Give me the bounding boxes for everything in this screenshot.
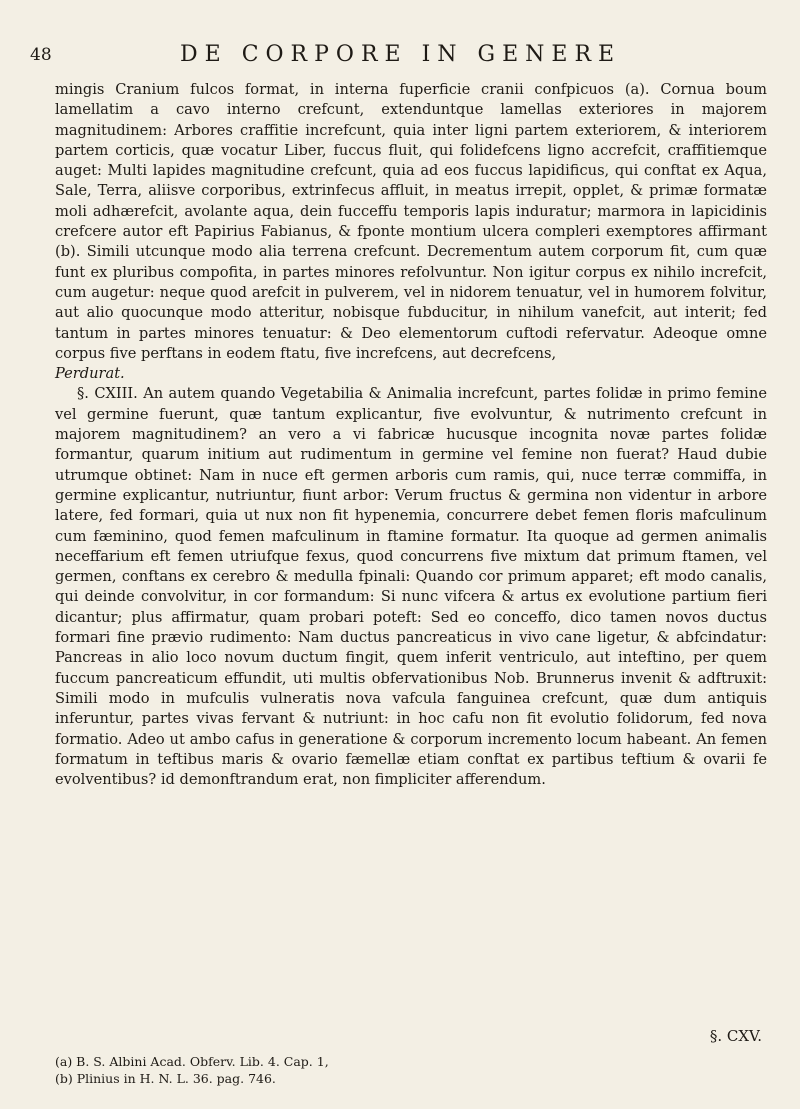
footnotes — [55, 1053, 329, 1087]
body-text — [55, 80, 767, 790]
page-number: 48 — [30, 45, 52, 65]
footnote-a: (a) B. S. Albini Acad. Obferv. Lib. 4. Cap. 1, — [55, 1054, 329, 1069]
next-section-marker: §. CXV. — [709, 1027, 762, 1045]
running-title: DE CORPORE IN GENERE — [180, 42, 622, 67]
page-header — [30, 42, 770, 75]
paragraph-continued: mingis Cranium fulcos format, in interna fuperficie cranii confpicuos (a). Cornua boum lamellatim a cavo interno crefcunt, extenduntque lamellas exteriores in majorem magnitudinem: Arbores craffitie increfcunt, quia inter ligni partem exteriorem, & interiorem partem corticis, quæ vocatur Liber, fuccus fluit, qui folidefcens ligno accrefcit, craffitiemque auget: Multi lapides magnitudine crefcunt, quia ad eos fuccus lapidificus, qui conftat ex Aqua, Sale, Terra, aliisve corporibus, extrinfecus affluit, in meatus irrepit, opplet, & primæ formatæ moli adhærefcit, avolante aqua, dein fucceffu temporis lapis induratur; marmora in lapicidinis crefcere autor eft Papirius Fabianus, & fponte montium ulcera compleri exemptores affirmant (b). Simili utcunque modo alia terrena crefcunt. Decrementum autem corporum fit, cum quæ funt ex pluribus compofita, in partes minores refolvuntur. Non igitur corpus ex nihilo increfcit, cum augetur: neque quod arefcit in pulverem, vel in nidorem tenuatur, vel in humorem folvitur, aut alio quocunque modo atteritur, nobisque fubducitur, in nihilum vanefcit, aut interit; fed tantum in partes minores tenuatur: & Deo elementorum cuftodi refervatur. Adeoque omne corpus five perftans in eodem ftatu, five increfcens, aut decrefcens, — [55, 81, 767, 362]
section-cxiii: §. CXIII. An autem quando Vegetabilia & Animalia increfcunt, partes folidæ in primo femine vel germine fuerunt, quæ tantum explicantur, five evolvuntur, & nutrimento crefcunt in majorem magnitudinem? an vero a vi fabricæ hucusque incognita novæ partes folidæ formantur, quarum initium aut rudimentum in germine vel femine non fuerat? Haud dubie utrumque obtinet: Nam in nuce eft germen arboris cum ramis, qui, nuce terræ commiffa, in germine explicantur, nutriuntur, fiunt arbor: Verum fructus & germina non videntur in arbore latere, fed formari, quia ut nux non fit hypenemia, concurrere debet femen floris mafculinum cum fæminino, quod femen mafculinum in ftamine formatur. Ita quoque ad germen animalis neceffarium eft femen utriufque fexus, quod concurrens five mixtum dat primum ftamen, vel germen, conftans ex cerebro & medulla fpinali: Quando cor primum apparet; eft modo canalis, qui deinde convolvitur, in cor formandum: Si nunc vifcera & artus ex evolutione partium fieri dicantur; plus affirmatur, quam probari poteft: Sed eo conceffo, dico tamen novos ductus formari fine prævio rudimento: Nam ductus pancreaticus in vivo cane ligetur, & abfcindatur: Pancreas in alio loco novum ductum fingit, quem inferit ventriculo, aut inteftino, per quem fuccum pancreaticum effundit, uti multis obfervationibus Nob. Brunnerus invenit & adftruxit: Simili modo in mufculis vulneratis nova vafcula fanguinea crefcunt, quæ dum antiquis inferuntur, partes vivas fervant & nutriunt: in hoc cafu non fit evolutio folidorum, fed nova formatio. Adeo ut ambo cafus in generatione & corporum incremento locum habeant. An femen formatum in teftibus maris & ovario fæmellæ etiam conftat ex partibus teftium & ovarii fe evolventibus? id demonftrandum erat, non fimpliciter afferendum. — [55, 385, 767, 789]
footnote-b: (b) Plinius in H. N. L. 36. pag. 746. — [55, 1071, 276, 1086]
paragraph-closing-word: Perdurat. — [55, 365, 125, 383]
